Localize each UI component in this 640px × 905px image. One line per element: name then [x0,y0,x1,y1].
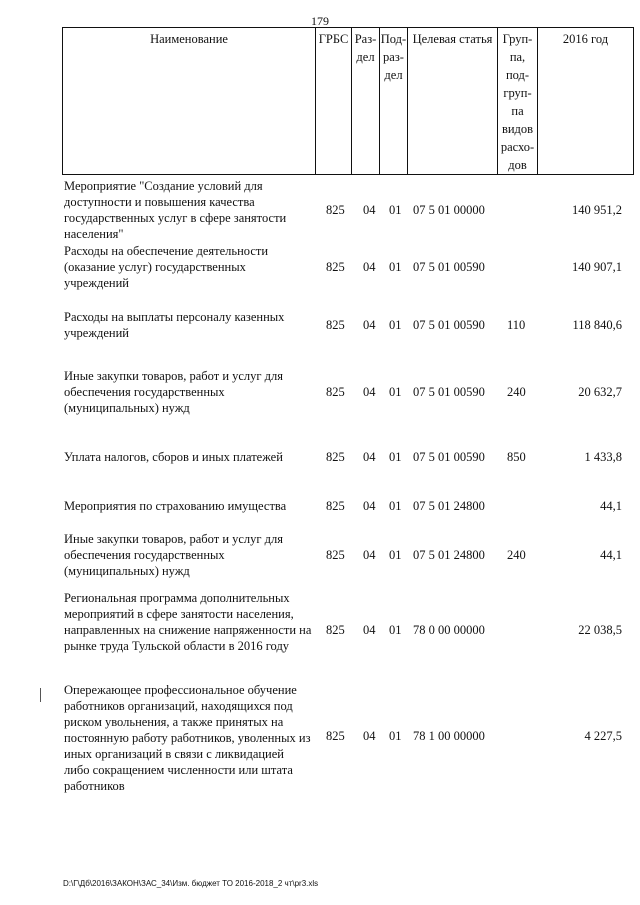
header-target: Целевая статья [408,28,498,174]
row-target: 07 5 01 24800 [413,548,485,562]
row-grbs: 825 [326,623,345,637]
row-razdel: 04 [363,499,376,513]
row-amount: 118 840,6 [572,318,622,332]
row-podrazdel: 01 [389,499,402,513]
row-target: 07 5 01 00590 [413,385,485,399]
row-amount: 22 038,5 [578,623,622,637]
row-target: 07 5 01 00590 [413,318,485,332]
row-name: Расходы на выплаты персоналу казенных учреждений [64,310,285,340]
row-group: 240 [507,548,526,562]
row-target: 07 5 01 00590 [413,260,485,274]
header-grbs: ГРБС [316,28,352,174]
header-razdel: Раз- дел [352,28,380,174]
row-group: 240 [507,385,526,399]
header-group: Груп- па, под- груп- па видов расхо- дов [498,28,538,174]
header-name: Наименование [63,28,316,174]
table-header [62,27,634,175]
row-podrazdel: 01 [389,260,402,274]
row-name: Мероприятия по страхованию имущества [64,499,287,513]
row-group: 850 [507,450,526,464]
row-amount: 1 433,8 [584,450,622,464]
row-target: 07 5 01 00590 [413,450,485,464]
row-razdel: 04 [363,450,376,464]
row-name: Уплата налогов, сборов и иных платежей [64,450,283,464]
row-amount: 140 907,1 [572,260,622,274]
row-target: 78 1 00 00000 [413,729,485,743]
row-grbs: 825 [326,385,345,399]
row-name: Иные закупки товаров, работ и услуг для обеспечения государственных (муниципальных) нужд [64,532,284,578]
row-target: 07 5 01 00000 [413,203,485,217]
row-razdel: 04 [363,729,376,743]
row-grbs: 825 [326,203,345,217]
row-grbs: 825 [326,499,345,513]
row-podrazdel: 01 [389,729,402,743]
row-name: Региональная программа дополнительных мероприятий в сфере занятости населения, направленных на снижение напряженности на рынке труда Тульской области в 2016 году [64,591,312,653]
row-podrazdel: 01 [389,385,402,399]
row-razdel: 04 [363,548,376,562]
page-number: 179 [311,14,329,28]
row-group: 110 [507,318,526,332]
row-grbs: 825 [326,260,345,274]
row-grbs: 825 [326,729,345,743]
row-name: Мероприятие "Создание условий для доступности и повышения качества государственных услуг в сфере занятости населения" [64,179,287,241]
file-path-footer: D:\Г\Дб\2016\ЗАКОН\ЗАС_34\Изм. бюджет ТО 2016-2018_2 чт\pr3.xls [63,879,319,888]
row-podrazdel: 01 [389,623,402,637]
row-amount: 4 227,5 [584,729,622,743]
row-name: Расходы на обеспечение деятельности (оказание услуг) государственных учреждений [64,244,269,290]
row-razdel: 04 [363,318,376,332]
row-amount: 140 951,2 [572,203,622,217]
row-grbs: 825 [326,318,345,332]
header-year: 2016 год [562,32,609,46]
row-razdel: 04 [363,623,376,637]
margin-mark [40,688,42,702]
row-amount: 44,1 [600,548,622,562]
row-amount: 44,1 [600,499,622,513]
row-target: 07 5 01 24800 [413,499,485,513]
row-amount: 20 632,7 [578,385,622,399]
row-grbs: 825 [326,548,345,562]
row-podrazdel: 01 [389,450,402,464]
row-target: 78 0 00 00000 [413,623,485,637]
row-podrazdel: 01 [389,203,402,217]
row-name: Иные закупки товаров, работ и услуг для обеспечения государственных (муниципальных) нужд [64,369,284,415]
row-podrazdel: 01 [389,318,402,332]
row-podrazdel: 01 [389,548,402,562]
header-podrazdel: Под- раз- дел [380,28,408,174]
row-razdel: 04 [363,203,376,217]
row-grbs: 825 [326,450,345,464]
row-razdel: 04 [363,385,376,399]
row-razdel: 04 [363,260,376,274]
row-name: Опережающее профессиональное обучение работников организаций, находящихся под риском увольнения, а также принятых на постоянную работу работников, уволенных из иных организаций в связи с ликвидацией либо сокращением численности или штата работников [64,683,311,793]
